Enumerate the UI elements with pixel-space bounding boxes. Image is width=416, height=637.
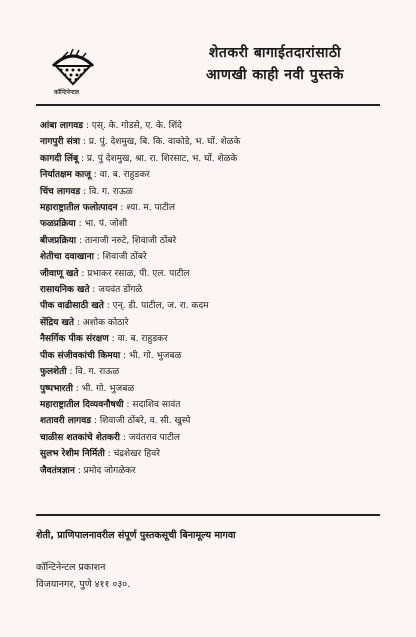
book-author: भा. पं. जोशी [84,219,128,230]
book-entry [40,266,412,282]
book-title: नैसर्गिक पीक संरक्षण [40,334,109,345]
separator: : [83,121,92,131]
book-entry [40,413,412,429]
publisher-name: कॉन्टिनेन्टल प्रकाशन [36,562,106,573]
book-entry [40,315,412,331]
book-entry [40,134,412,150]
separator: : [80,186,89,197]
separator: : [108,334,118,345]
book-title: बीजप्रक्रिया [40,235,77,246]
book-entry [40,167,412,183]
book-title: महाराष्ट्रातील दिव्यवनौषधी [40,399,124,410]
separator: : [74,317,83,328]
book-title: फुलशेती [40,367,67,378]
separator: : [76,235,85,246]
book-entry [40,331,412,347]
book-title: रासायनिक खते [40,285,90,296]
book-title: नागपुरी संत्रा [40,137,81,148]
book-entry [40,233,412,249]
book-author: वि. ग. राऊळ [75,367,120,378]
book-list [40,118,412,479]
book-title: सेंद्रिय खते [40,317,75,328]
book-author: अशोक कोठारे [82,317,129,328]
logo-caption: कॉन्टिनेन्टल [54,89,79,96]
book-entry [40,364,412,380]
book-title: चाळीस शतकांचे शेतकरी [40,432,120,443]
book-author: भी. गो. भुजबळ [128,350,182,361]
separator: : [93,252,103,263]
separator: : [75,219,85,230]
book-title: सुलभ रेशीम निर्मिती [40,449,105,460]
book-author: एस्. के. गोडसे, ए. के. शिंदे [91,121,182,131]
book-entry [40,430,412,446]
book-author: चंद्रशेखर हिवरे [113,449,160,460]
book-author: शिवाजी ठोंबरे, व. सी. खुस्पे [99,416,191,427]
book-author: प्र. पुं. देशमुख, बि. कि. वाकोडे, भ. घों. शेळके [88,137,241,148]
separator: : [103,301,113,312]
book-entry [40,298,412,314]
book-entry [40,446,412,462]
book-title: शेतीचा दवाखाना [40,252,94,263]
book-title: महाराष्ट्रातील फलोत्पादन [40,203,118,214]
book-title: निर्यातक्षम काजू [40,170,91,181]
book-author: प्र. पुं देशमुख, श्रा. रा. शिरसाट, भ. घों. शेळके [86,153,238,164]
separator: : [78,153,87,164]
title-line-2: आणखी काही नवी पुस्तके [206,67,344,83]
publisher-logo-icon [48,44,98,94]
book-author: वा. ब. राहुडकर [117,334,168,345]
book-author: जयंतराव पाटील [128,432,181,443]
book-author: तानाजी नरुटे, शिवाजी ठोंबरे [84,235,177,246]
book-entry [40,381,412,397]
bottom-divider [36,514,380,516]
book-author: भी. गो. भुजबळ [81,383,135,394]
book-author: जयवंत डोंगळे [98,285,143,296]
book-author: प्रभाकर रसाळ, पी. एल. पाटील [87,268,190,279]
separator: : [90,170,100,181]
top-divider [36,104,380,106]
book-author: सदाशिव सावंत [132,399,181,410]
separator: : [117,203,127,214]
book-author: श्या. म. पाटील [126,203,175,214]
book-entry [40,184,412,200]
book-entry [40,463,412,479]
book-title: जैवतंत्रज्ञान [40,465,75,476]
book-author: वि. ग. राऊळ [88,186,133,197]
book-entry [40,397,412,413]
separator: : [72,383,82,394]
book-author: एन्. डी. पाटील, ज. रा. कदम [112,301,209,312]
book-title: आंबा लागवड [40,121,84,131]
separator: : [104,449,114,460]
book-title: फळप्रक्रिया [40,219,76,230]
book-entry [40,200,412,216]
separator: : [80,137,89,148]
separator: : [123,399,133,410]
book-entry [40,249,412,265]
separator: : [91,416,100,427]
book-author: प्रमोद जोगळेकर [83,465,136,476]
book-entry [40,348,412,364]
separator: : [119,432,129,443]
title-line-1: शेतकरी बागाईतदारांसाठी [208,45,342,61]
book-title: पीक संजीवकांची किमया [40,350,121,361]
book-author: शिवाजी ठोंबरे [102,252,147,263]
separator: : [120,350,129,361]
separator: : [74,465,84,476]
publisher-address: विजयानगर, पुणे ४११ ०३०. [36,579,131,590]
separator: : [89,285,99,296]
catalogue-note: शेती, प्राणिपालनावरील संपूर्ण पुस्तकसूची बिनामूल्य मागवा [36,530,236,541]
book-entry [40,216,412,232]
publisher-block [36,559,130,593]
book-entry [40,282,412,298]
book-author: वा. ब. राहुडकर [99,170,150,181]
page-title [170,42,380,86]
book-title: चिंच लागवड [40,186,81,197]
separator: : [66,367,76,378]
separator: : [78,268,88,279]
book-entry [40,151,412,167]
book-title: जीवाणू खते [40,268,79,279]
book-title: कागदी लिंबू [40,153,79,164]
book-entry [40,118,412,134]
book-title: पुष्पभारती [40,383,73,394]
book-title: शतावरी लागवड [40,416,92,427]
book-title: पीक वाढीसाठी खते [40,301,104,312]
